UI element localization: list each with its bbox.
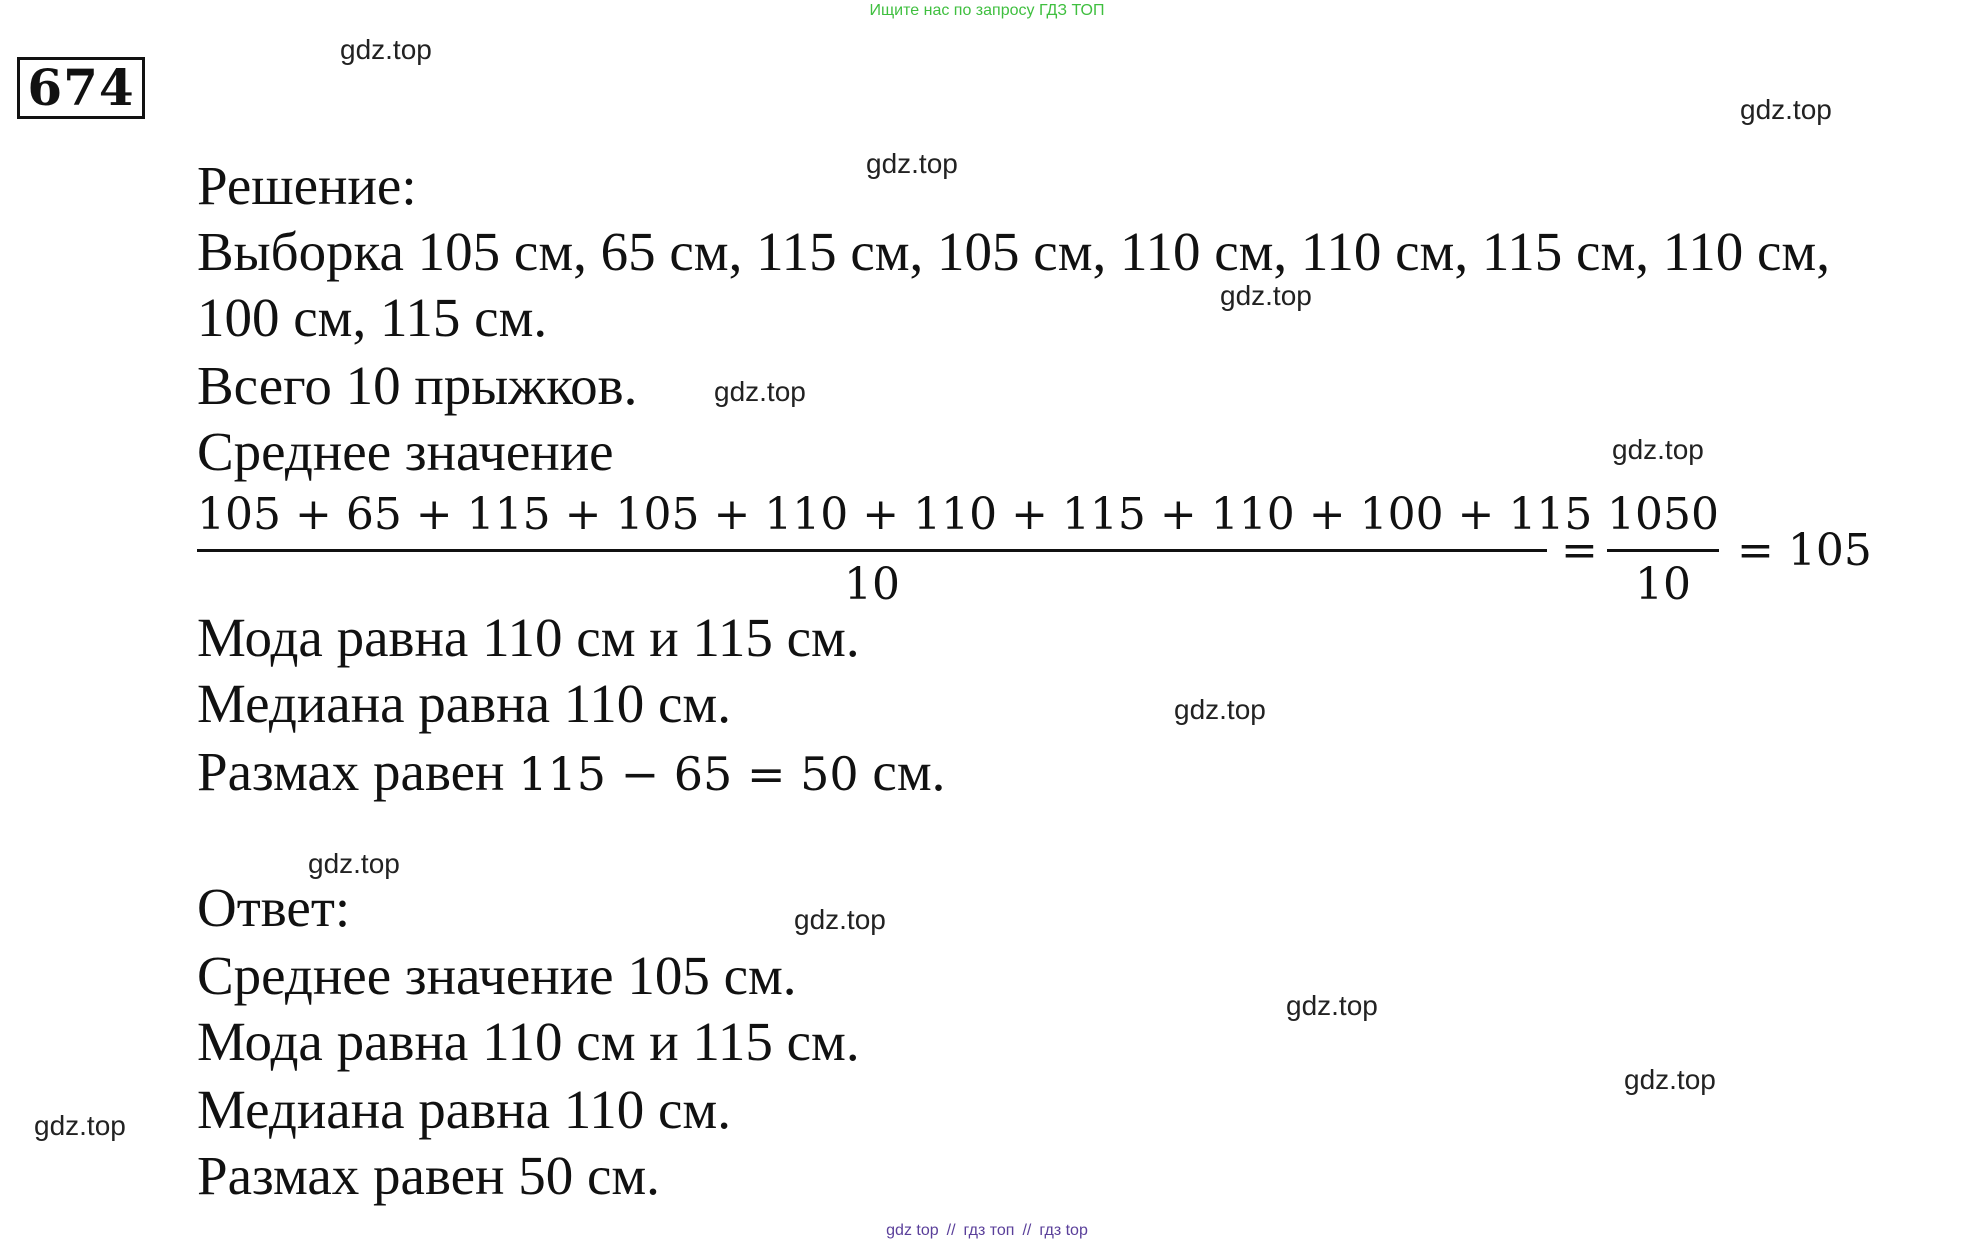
watermark: gdz.top xyxy=(340,34,432,65)
watermark: gdz.top xyxy=(866,148,958,179)
second-fraction-denominator: 10 xyxy=(1635,559,1691,610)
watermark: gdz.top xyxy=(714,376,806,407)
solution-heading: Решение: xyxy=(197,155,417,216)
answer-median: Медиана равна 110 см. xyxy=(197,1079,731,1140)
fraction-numerator: 105 + 65 + 115 + 105 + 110 + 110 + 115 + 110 + 100 + 115 xyxy=(197,489,1593,540)
watermark: gdz.top xyxy=(34,1110,126,1141)
answer-heading: Ответ: xyxy=(197,877,351,938)
top-banner: Ищите нас по запросу ГДЗ ТОП xyxy=(869,2,1105,19)
watermark: gdz.top xyxy=(1624,1064,1716,1095)
mean-formula xyxy=(197,487,1897,617)
sample-line-1: Выборка 105 см, 65 см, 115 см, 105 см, 110 см, 110 см, 115 см, 110 см, xyxy=(197,221,1830,282)
mode-line: Мода равна 110 см и 115 см. xyxy=(197,607,860,668)
footer-link[interactable]: gdz top xyxy=(886,1222,939,1239)
total-jumps: Всего 10 прыжков. xyxy=(197,355,638,416)
answer-range: Размах равен 50 см. xyxy=(197,1145,660,1206)
median-line: Медиана равна 110 см. xyxy=(197,673,731,734)
range-text: Размах равен xyxy=(197,741,519,802)
footer-link[interactable]: гдз топ xyxy=(963,1222,1015,1239)
equals-sign: = xyxy=(1561,525,1598,576)
mean-result: = 105 xyxy=(1737,525,1872,576)
watermark: gdz.top xyxy=(1740,94,1832,125)
fraction-bar xyxy=(197,549,1547,552)
answer-mode: Мода равна 110 см и 115 см. xyxy=(197,1011,860,1072)
watermark: gdz.top xyxy=(794,904,886,935)
footer-separator: // xyxy=(946,1222,956,1239)
watermark: gdz.top xyxy=(1286,990,1378,1021)
second-fraction-bar xyxy=(1607,549,1719,552)
watermark: gdz.top xyxy=(308,848,400,879)
watermark: gdz.top xyxy=(1220,280,1312,311)
mean-label: Среднее значение xyxy=(197,421,614,482)
range-line xyxy=(197,742,945,804)
sample-line-2: 100 см, 115 см. xyxy=(197,287,548,348)
range-math: 115 − 65 = 50 xyxy=(518,747,859,801)
watermark: gdz.top xyxy=(1612,434,1704,465)
watermark: gdz.top xyxy=(1174,694,1266,725)
footer-links xyxy=(0,1222,1974,1240)
problem-number: 674 xyxy=(17,57,145,119)
range-unit: см. xyxy=(858,741,946,802)
second-fraction-numerator: 1050 xyxy=(1607,489,1719,540)
fraction-denominator: 10 xyxy=(844,559,900,610)
answer-mean: Среднее значение 105 см. xyxy=(197,945,797,1006)
footer-link[interactable]: гдз top xyxy=(1039,1222,1088,1239)
footer-separator: // xyxy=(1022,1222,1032,1239)
